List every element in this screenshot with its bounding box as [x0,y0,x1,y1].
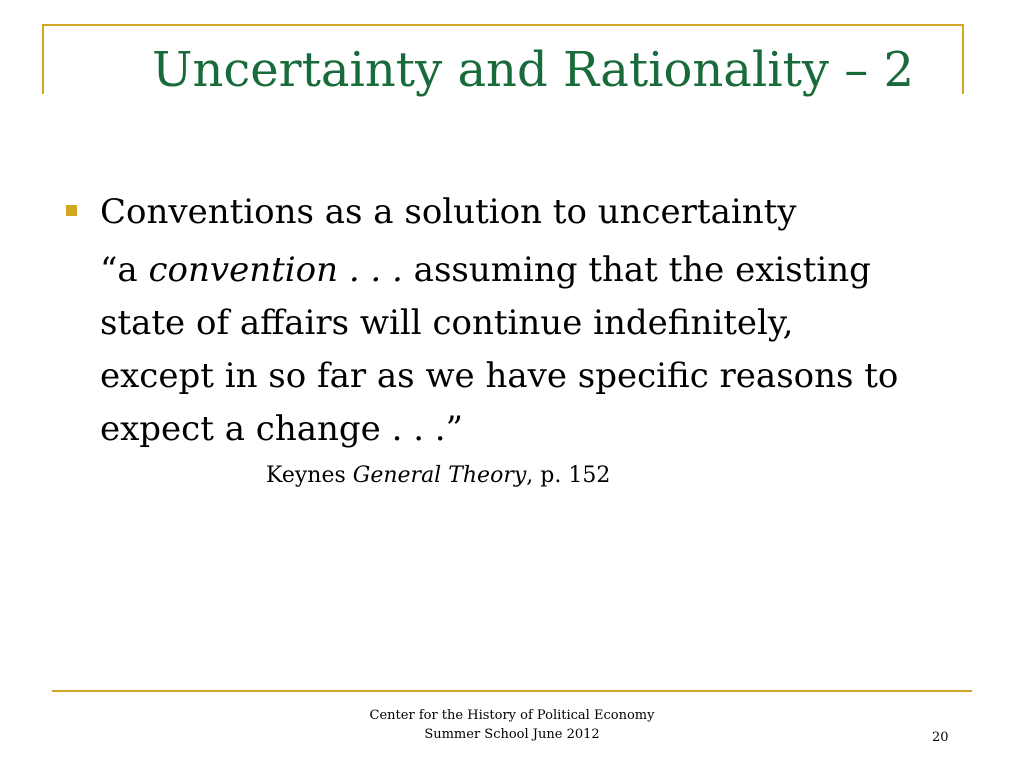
footer-line-1: Center for the History of Political Economy [369,708,655,723]
footer-rule [52,690,972,692]
quote-line-1-rest: assuming that the existing [402,250,871,290]
quote-line-4: expect a change . . .” [100,409,463,449]
citation-author: Keynes [266,463,353,488]
quote-open: “a [100,250,149,290]
footer-line-2: Summer School June 2012 [424,727,600,742]
citation-work: General Theory [352,463,527,488]
title-frame-left-rule [42,24,44,94]
quote-emphasis: convention . . . [148,250,403,290]
citation [266,461,610,491]
bullet-text: Conventions as a solution to uncertainty [100,192,797,232]
footer [312,706,712,744]
title-frame-right-rule [962,24,964,94]
slide-title: Uncertainty and Rationality – 2 [152,42,915,98]
quote-line-3: except in so far as we have specific reasons to [100,356,899,396]
citation-page: , p. 152 [526,463,611,488]
square-bullet-icon [66,205,77,216]
quote-line-2: state of affairs will continue indefinitely, [100,303,794,343]
keynes-quote [100,244,980,456]
title-frame-top-rule [42,24,964,26]
quote-line-1 [100,244,980,297]
page-number: 20 [932,730,949,745]
